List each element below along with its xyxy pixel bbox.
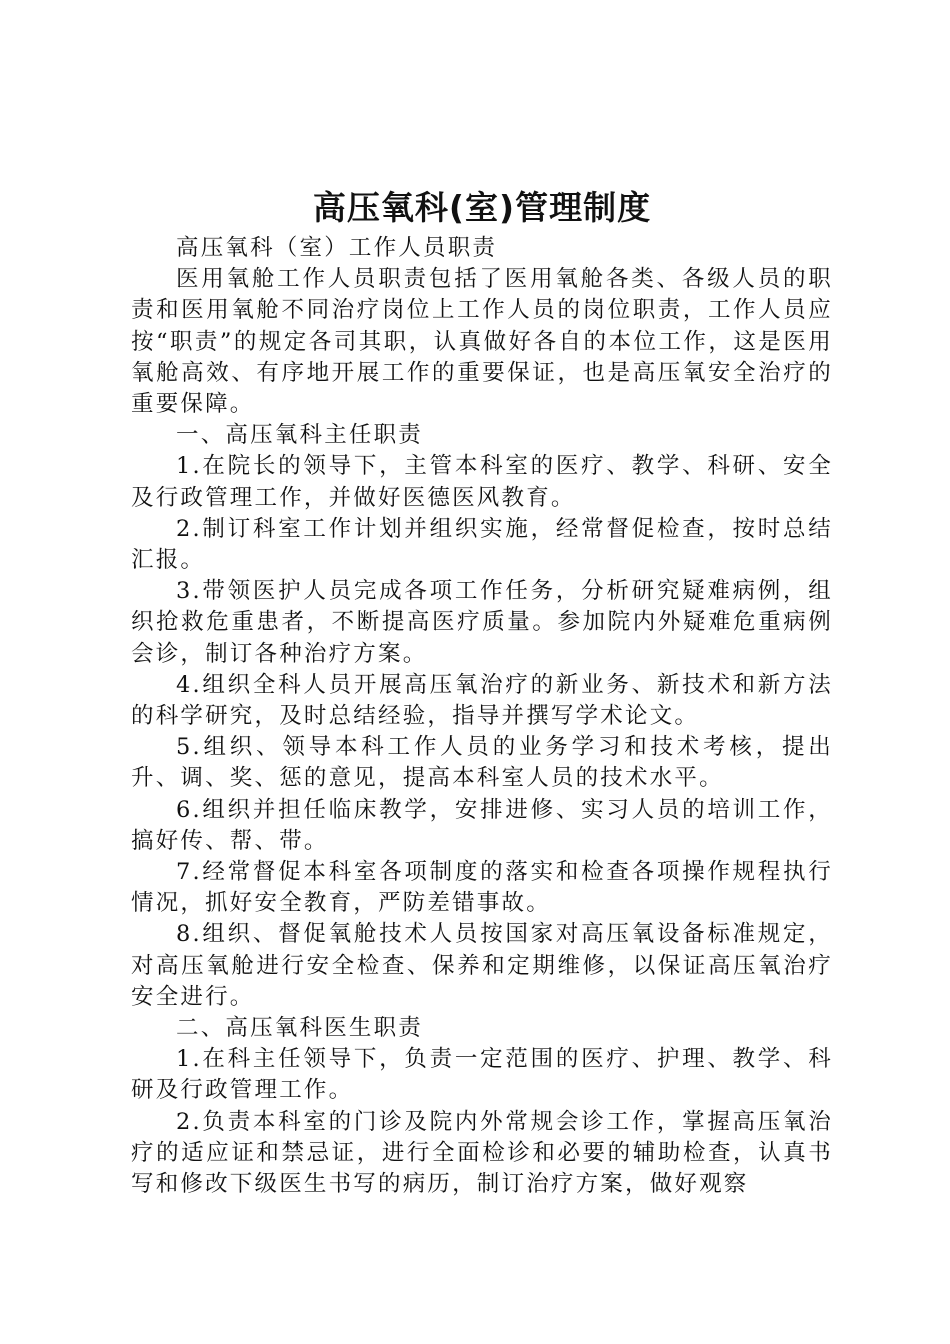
director-duty-item: 3.带领医护人员完成各项工作任务，分析研究疑难病例，组织抢救危重患者，不断提高医疗质量。参加院内外疑难危重病例会诊，制订各种治疗方案。 xyxy=(131,578,833,667)
paragraph-heading-staff-duties: 高压氧科（室）工作人员职责 xyxy=(176,235,498,261)
document-title: 高压氧科(室)管理制度 xyxy=(312,188,652,227)
doctor-duty-item: 2.负责本科室的门诊及院内外常规会诊工作，掌握高压氧治疗的适应证和禁忌证，进行全面检诊和必要的辅助检查，认真书写和修改下级医生书写的病历，制订治疗方案，做好观察 xyxy=(131,1108,833,1198)
director-duty-item: 4.组织全科人员开展高压氧治疗的新业务、新技术和新方法的科学研究，及时总结经验，指导并撰写学术论文。 xyxy=(131,671,833,730)
section-heading-doctor-duties: 二、高压氧科医生职责 xyxy=(176,1015,424,1042)
director-duty-item: 8.组织、督促氧舱技术人员按国家对高压氧设备标准规定，对高压氧舱进行安全检查、保养和定期维修，以保证高压氧治疗安全进行。 xyxy=(131,921,833,1010)
director-duty-item: 5.组织、领导本科工作人员的业务学习和技术考核，提出升、调、奖、惩的意见，提高本科室人员的技术水平。 xyxy=(131,734,833,792)
paragraph-intro: 医用氧舱工作人员职责包括了医用氧舱各类、各级人员的职责和医用氧舱不同治疗岗位上工作人员的岗位职责，工作人员应按“职责”的规定各司其职，认真做好各自的本位工作，这是医用氧舱高效、有序地开展工作的重要保证，也是高压氧安全治疗的重要保障。 xyxy=(131,266,833,418)
section-heading-director-duties: 一、高压氧科主任职责 xyxy=(176,422,424,449)
document-page xyxy=(131,0,833,1344)
director-duty-item: 6.组织并担任临床教学，安排进修、实习人员的培训工作，搞好传、帮、带。 xyxy=(131,796,833,854)
director-duty-item: 1.在院长的领导下，主管本科室的医疗、教学、科研、安全及行政管理工作，并做好医德医风教育。 xyxy=(131,453,833,511)
director-duty-item: 2.制订科室工作计划并组织实施，经常督促检查，按时总结汇报。 xyxy=(131,515,833,574)
document-body xyxy=(131,233,833,1200)
doctor-duty-item: 1.在科主任领导下，负责一定范围的医疗、护理、教学、科研及行政管理工作。 xyxy=(131,1046,833,1104)
director-duty-item: 7.经常督促本科室各项制度的落实和检查各项操作规程执行情况，抓好安全教育，严防差错事故。 xyxy=(131,859,833,917)
